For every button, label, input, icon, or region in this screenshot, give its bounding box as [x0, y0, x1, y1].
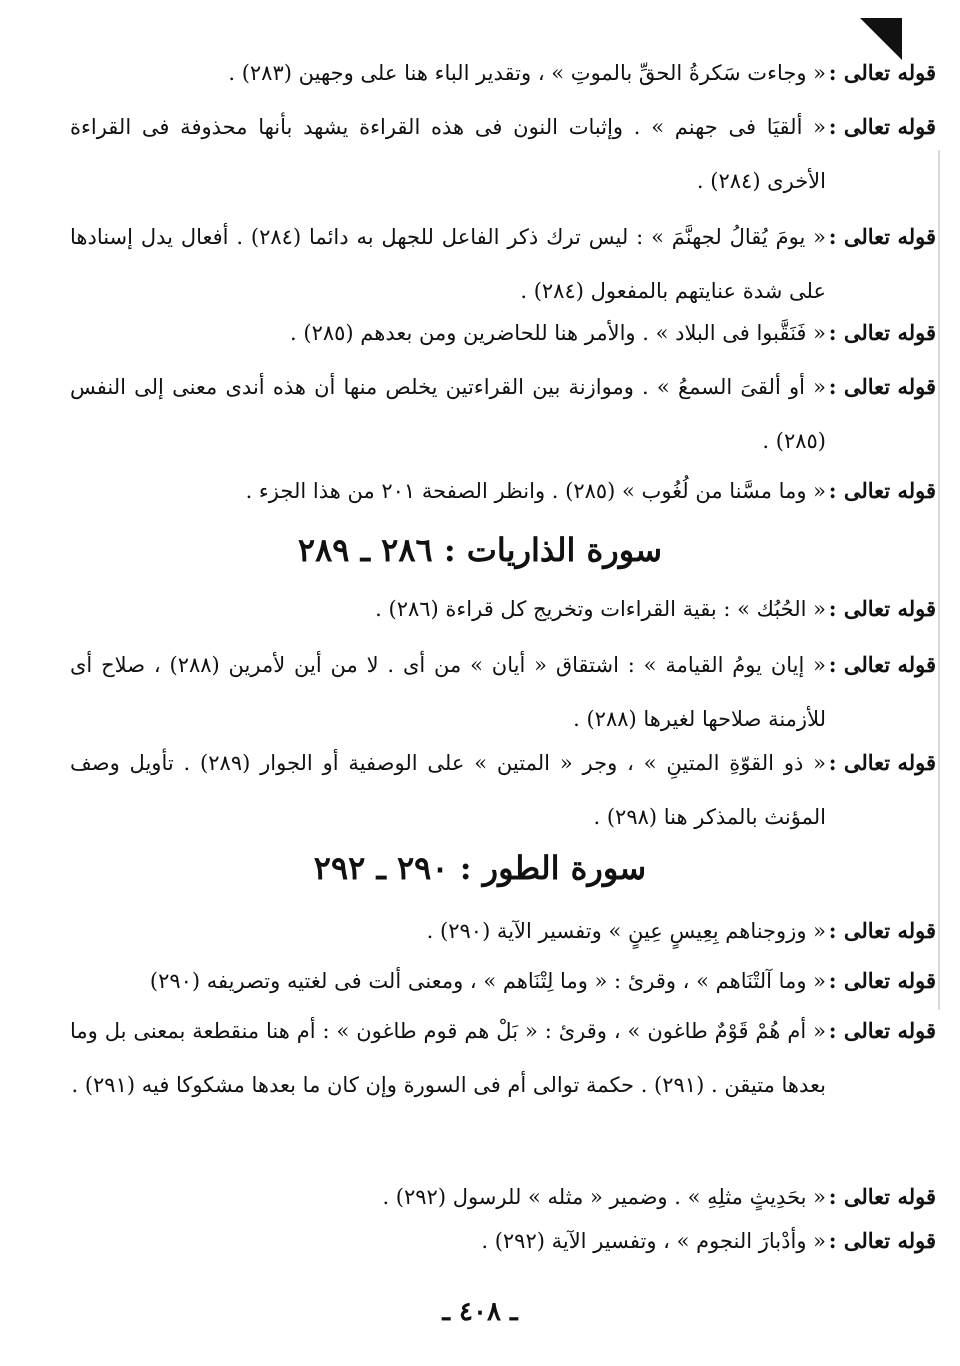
entry-text: « وأدْبارَ النجوم » ، وتفسير الآية (٢٩٢) . [481, 1229, 826, 1253]
entry-text: « وما مسَّنا من لُغُوب » (٢٨٥) . وانظر الصفحة ٢٠١ من هذا الجزء . [245, 479, 826, 503]
section-heading: سورة الذاريات : ٢٨٦ ـ ٢٨٩ [297, 531, 663, 569]
index-entry [70, 582, 936, 636]
index-entry [70, 736, 936, 844]
entry-label: قوله تعالى : [828, 478, 936, 503]
entry-label: قوله تعالى : [828, 114, 936, 139]
index-entry [70, 464, 936, 518]
entry-text: « وما آلتْنَاهم » ، وقرئ : « وما لِتْنَاهم » ، ومعنى ألت فى لغتيه وتصريفه (٢٩٠) [149, 969, 826, 993]
index-entry [70, 360, 936, 468]
entry-label: قوله تعالى : [828, 750, 936, 775]
entry-label: قوله تعالى : [828, 224, 936, 249]
entry-label: قوله تعالى : [828, 968, 936, 993]
entry-text: « بحَدِيثٍ مثلِهِ » . وضمير « مثله » للرسول (٢٩٢) . [382, 1185, 826, 1209]
entry-text: « وزوجناهم بِعِيسٍ عِينٍ » وتفسير الآية (٢٩٠) . [426, 919, 826, 943]
entry-text: « ذو القوّةِ المتينِ » ، وجر « المتين » على الوصفية أو الجوار (٢٨٩) . تأويل وصف المؤنث بالمذكر هنا (٢٩٨) . [70, 751, 827, 829]
section-heading: سورة الطور : ٢٩٠ ـ ٢٩٢ [313, 849, 647, 887]
entry-label: قوله تعالى : [828, 652, 936, 677]
entry-label: قوله تعالى : [828, 320, 936, 345]
entry-text: « ألقيَا فى جهنم » . وإثبات النون فى هذه القراءة يشهد بأنها محذوفة فى القراءة الأخرى (٢٨٤) . [70, 115, 826, 193]
entry-label: قوله تعالى : [828, 1184, 936, 1209]
index-entry [70, 954, 936, 1008]
index-entry [70, 638, 936, 746]
entry-text: « أو ألقىَ السمعُ » . وموازنة بين القراءتين يخلص منها أن هذه أندى معنى إلى النفس (٢٨٥) . [70, 375, 826, 453]
entry-label: قوله تعالى : [828, 596, 936, 621]
entry-text: « أم هُمْ قَوْمٌ طاغون » ، وقرئ : « بَلْ هم قوم طاغون » : أم هنا منقطعة بمعنى بل وما بعدها متيقن . (٢٩١) . حكمة توالى أم فى السورة وإن كان ما بعدها مشكوكا فيه (٢٩١) . [70, 1019, 826, 1097]
entry-label: قوله تعالى : [828, 1228, 936, 1253]
entry-text: « الحُبُك » : بقية القراءات وتخريج كل قراءة (٢٨٦) . [375, 597, 826, 621]
index-entry [70, 904, 936, 958]
index-entry [70, 210, 936, 318]
index-entry [70, 100, 936, 208]
index-entry [70, 1004, 936, 1112]
index-entry [70, 306, 936, 360]
index-entry [70, 46, 936, 100]
entry-label: قوله تعالى : [828, 374, 936, 399]
index-entry [70, 1214, 936, 1268]
entry-text: « إيان يومُ القيامة » : اشتقاق « أيان » من أى . لا من أين لأمرين (٢٨٨) ، صلاح أى للأزمنة صلاحها لغيرها (٢٨٨) . [70, 653, 827, 731]
entry-text: « وجاءت سَكرةُ الحقِّ بالموتِ » ، وتقدير الباء هنا على وجهين (٢٨٣) . [228, 61, 826, 85]
entry-label: قوله تعالى : [828, 1018, 936, 1043]
page-number: ـ ٤٠٨ ـ [442, 1297, 518, 1327]
entry-label: قوله تعالى : [828, 60, 936, 85]
entry-label: قوله تعالى : [828, 918, 936, 943]
entry-text: « فَنَقَّبوا فى البلاد » . والأمر هنا للحاضرين ومن بعدهم (٢٨٥) . [290, 321, 826, 345]
entry-text: « يومَ يُقالُ لجهنَّمَ » : ليس ترك ذكر الفاعل للجهل به دائما (٢٨٤) . أفعال يدل إسنادها على شدة عنايتهم بالمفعول (٢٨٤) . [70, 225, 826, 303]
